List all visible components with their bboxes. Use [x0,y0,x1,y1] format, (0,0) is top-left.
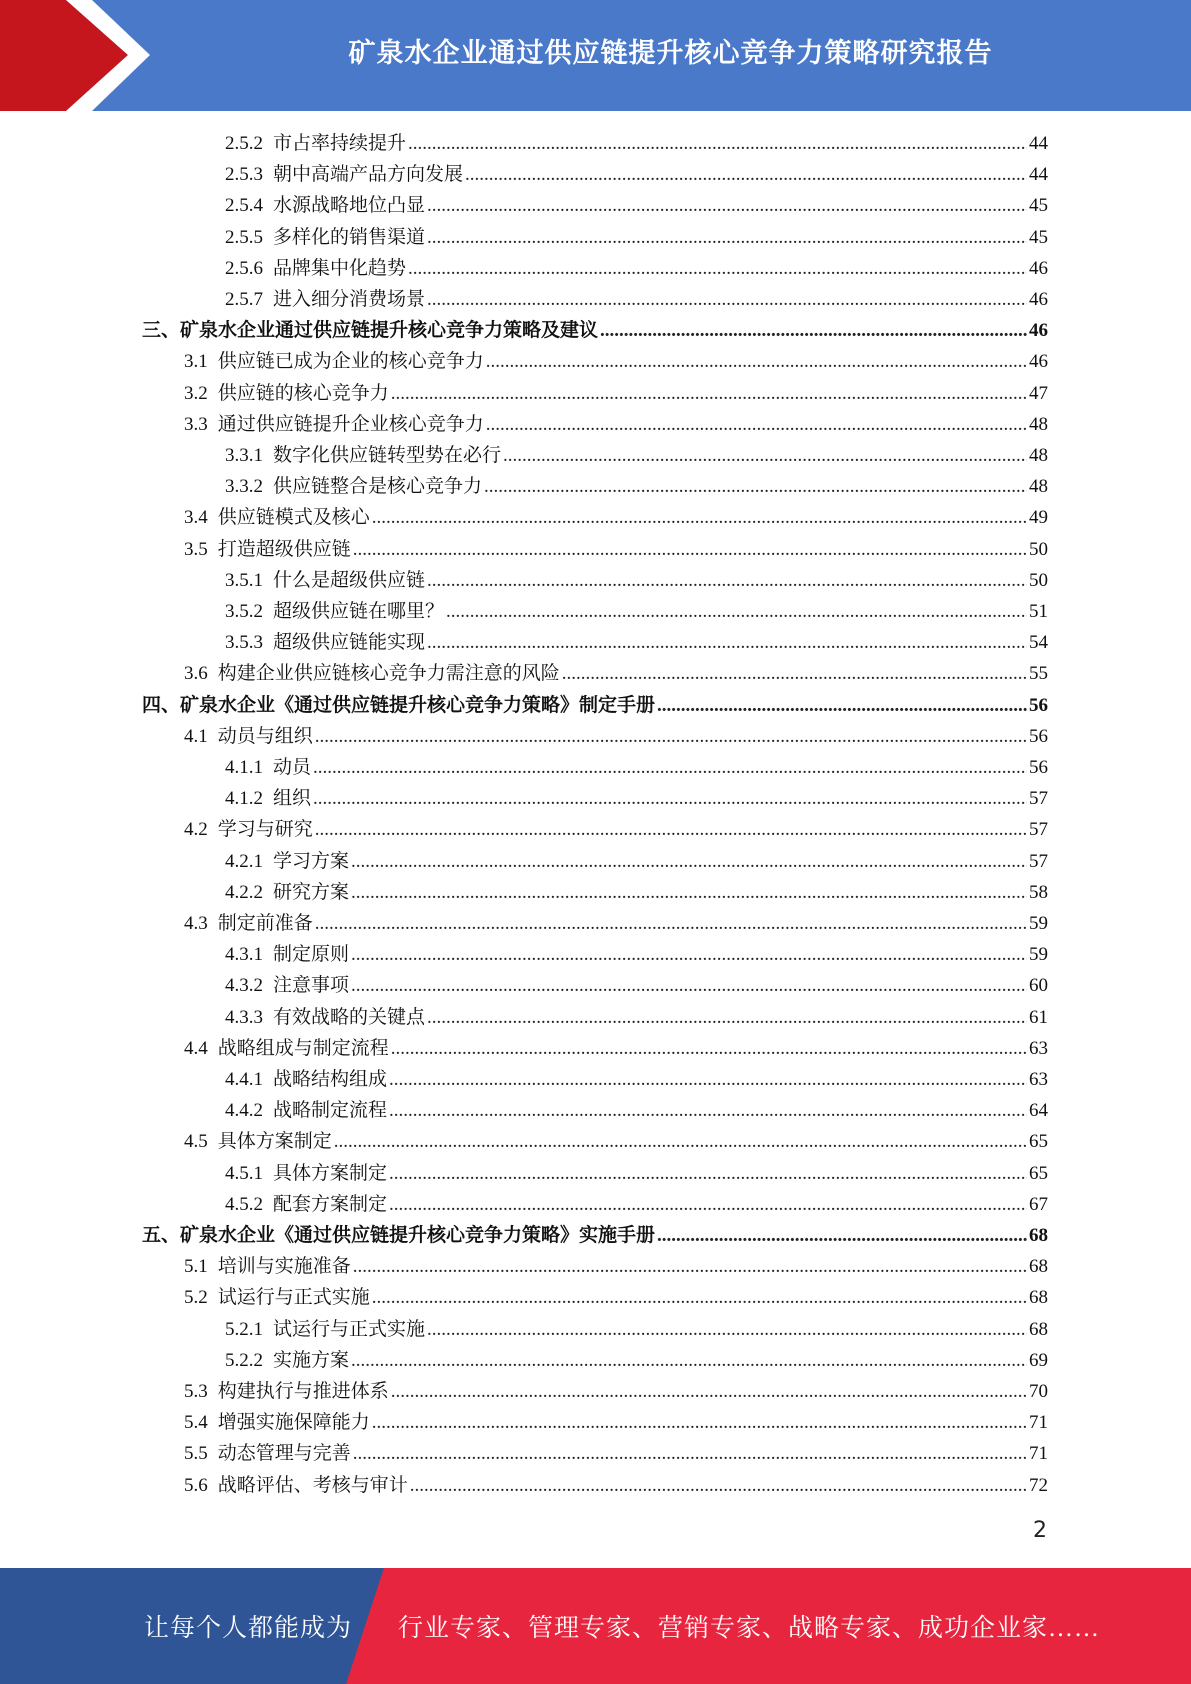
toc-entry-page: 46 [1029,257,1048,279]
toc-dot-leader [657,1220,1027,1251]
toc-entry-page: 44 [1029,164,1048,186]
toc-dot-leader [410,1470,1027,1501]
toc-entry-title: 制定前准备 [217,913,313,934]
toc-dot-leader [427,190,1027,221]
toc-entry-number: 2.5.6 [225,257,263,279]
toc-entry-page: 60 [1029,975,1048,997]
toc-entry-number: 五、 [142,1225,181,1246]
toc-entry-page: 64 [1029,1100,1048,1122]
toc-entry-title: 试运行与正式实施 [273,1318,426,1340]
toc-entry-title: 朝中高端产品方向发展 [273,164,464,186]
toc-dot-leader [351,1345,1027,1376]
toc-entry-number: 4.5 [184,1131,208,1153]
toc-entry-title: 研究方案 [273,881,350,903]
toc-dot-leader [315,721,1027,752]
toc-entry-number: 4.5.1 [225,1162,263,1184]
toc-entry-number: 2.5.3 [225,164,263,186]
toc-entry-number: 4.5.2 [225,1193,263,1215]
toc-entry-page: 61 [1029,1006,1048,1028]
toc-entry-number: 5.5 [184,1443,208,1465]
toc-entry-title: 战略组成与制定流程 [217,1037,389,1059]
toc-entry-page: 68 [1029,1256,1048,1278]
toc-entry-title: 具体方案制定 [273,1162,388,1184]
footer-slogan-right: 行业专家、管理专家、营销专家、战略专家、成功企业家…… [398,1615,1101,1642]
toc-entry[interactable] [142,315,1048,346]
toc-entry-title: 供应链已成为企业的核心竞争力 [217,351,484,373]
toc-entry[interactable] [184,721,1048,752]
toc-entry-title: 供应链的核心竞争力 [217,382,389,404]
toc-entry-number: 3.5.2 [225,601,263,622]
toc-dot-leader [372,1407,1027,1438]
toc-entry-number: 5.1 [184,1256,208,1278]
toc-entry[interactable] [184,1251,1048,1282]
toc-entry-title: 进入细分消费场景 [273,289,426,310]
toc-entry-page: 48 [1029,476,1048,498]
toc-entry-number: 4.4.1 [225,1069,263,1090]
toc-dot-leader [484,471,1027,502]
toc-entry[interactable] [225,253,1048,284]
toc-entry[interactable] [225,190,1048,221]
toc-entry-title: 矿泉水企业《通过供应链提升核心竞争力策略》实施手册 [180,1225,656,1246]
footer-slogan-left: 让每个人都能成为 [144,1615,353,1642]
toc-entry-title: 矿泉水企业通过供应链提升核心竞争力策略及建议 [180,320,599,342]
page-header [0,0,1191,111]
toc-dot-leader [391,378,1027,409]
toc-entry-title: 有效战略的关键点 [273,1006,426,1028]
toc-entry-page: 49 [1029,507,1048,529]
toc-entry-title: 超级供应链在哪里？ [273,601,445,622]
toc-entry-title: 组织 [273,788,312,810]
toc-dot-leader [408,253,1027,284]
toc-entry-number: 4.4.2 [225,1100,263,1122]
toc-dot-leader [427,627,1027,658]
toc-entry-title: 学习与研究 [217,819,313,841]
toc-entry-title: 超级供应链能实现 [273,632,426,654]
toc-entry[interactable] [184,1282,1048,1313]
toc-entry-title: 多样化的销售渠道 [273,226,426,248]
toc-entry-page: 45 [1029,195,1048,217]
toc-entry-title: 配套方案制定 [273,1193,388,1215]
toc-entry-title: 增强实施保障能力 [217,1412,370,1434]
toc-entry[interactable] [225,284,1048,315]
toc-dot-leader [391,1376,1027,1407]
toc-dot-leader [408,128,1027,159]
toc-entry-title: 制定原则 [273,944,350,966]
toc-entry-page: 48 [1029,413,1048,435]
toc-dot-leader [465,159,1027,190]
toc-entry-page: 56 [1029,757,1048,778]
toc-entry[interactable] [184,908,1048,939]
toc-entry[interactable] [142,690,1048,721]
toc-entry[interactable] [184,409,1048,440]
toc-entry-title: 通过供应链提升企业核心竞争力 [217,413,484,435]
toc-entry-page: 54 [1029,632,1048,654]
toc-entry-title: 动态管理与完善 [217,1443,351,1465]
toc-entry[interactable] [225,565,1048,596]
toc-entry-number: 5.6 [184,1474,208,1496]
toc-dot-leader [353,1251,1027,1282]
toc-entry-number: 4.2 [184,819,208,841]
toc-entry-number: 4.3.3 [225,1006,263,1028]
toc-entry-page: 57 [1029,819,1048,841]
toc-dot-leader [353,534,1027,565]
toc-dot-leader [600,315,1027,346]
toc-entry[interactable] [225,159,1048,190]
toc-entry-page: 59 [1029,944,1048,966]
toc-entry-page: 48 [1029,445,1048,466]
toc-entry-number: 4.1 [184,725,208,747]
toc-entry-number: 4.1.2 [225,788,263,810]
toc-entry-title: 具体方案制定 [217,1131,332,1153]
toc-entry[interactable] [225,627,1048,658]
toc-dot-leader [486,346,1027,377]
toc-entry-title: 试运行与正式实施 [217,1287,370,1309]
toc-entry-number: 2.5.5 [225,226,263,248]
toc-entry[interactable] [184,502,1048,533]
toc-entry-number: 3.5.1 [225,569,263,591]
toc-entry-number: 3.2 [184,382,208,404]
toc-dot-leader [351,970,1027,1001]
toc-entry[interactable] [184,534,1048,565]
toc-dot-leader [389,1158,1027,1189]
toc-entry-page: 63 [1029,1069,1048,1090]
toc-entry-page: 72 [1029,1474,1048,1496]
toc-entry-title: 战略制定流程 [273,1100,388,1122]
toc-entry-page: 71 [1029,1443,1048,1465]
toc-entry-page: 56 [1029,694,1048,716]
toc-entry-page: 67 [1029,1193,1048,1215]
toc-entry-title: 供应链模式及核心 [217,507,370,529]
toc-entry-number: 5.2 [184,1287,208,1309]
toc-dot-leader [351,939,1027,970]
toc-dot-leader [372,1282,1027,1313]
toc-entry-title: 注意事项 [273,975,350,997]
toc-entry[interactable] [225,440,1048,471]
toc-entry-number: 4.2.2 [225,881,263,903]
toc-entry[interactable] [225,596,1048,627]
toc-entry-page: 59 [1029,913,1048,934]
toc-entry[interactable] [225,1064,1048,1095]
toc-entry-number: 3.6 [184,663,208,685]
toc-entry[interactable] [225,1158,1048,1189]
toc-entry[interactable] [225,1189,1048,1220]
toc-entry-number: 5.2.2 [225,1349,263,1371]
toc-entry-page: 50 [1029,569,1048,591]
toc-dot-leader [391,1033,1027,1064]
toc-entry-title: 动员与组织 [217,725,313,747]
toc-entry-page: 69 [1029,1349,1048,1371]
toc-dot-leader [427,1314,1027,1345]
toc-entry-title: 水源战略地位凸显 [273,195,426,217]
page-number: 2 [1033,1518,1047,1543]
toc-entry[interactable] [225,222,1048,253]
toc-entry[interactable] [225,128,1048,159]
toc-entry-number: 3.1 [184,351,208,373]
toc-dot-leader [351,877,1027,908]
report-title: 矿泉水企业通过供应链提升核心竞争力策略研究报告 [348,37,993,69]
toc-entry-page: 65 [1029,1131,1048,1153]
toc-entry-title: 数字化供应链转型势在必行 [273,445,502,466]
toc-entry-title: 学习方案 [273,850,350,872]
toc-entry-number: 4.4 [184,1037,208,1059]
toc-entry-title: 什么是超级供应链 [273,569,426,591]
toc-dot-leader [313,752,1027,783]
toc-entry-number: 三、 [142,320,181,342]
toc-dot-leader [427,1002,1027,1033]
toc-entry-page: 68 [1029,1287,1048,1309]
toc-entry[interactable] [225,877,1048,908]
toc-dot-leader [389,1189,1027,1220]
toc-entry-number: 2.5.7 [225,289,263,310]
toc-entry[interactable] [225,1314,1048,1345]
toc-entry-page: 71 [1029,1412,1048,1434]
toc-dot-leader [315,908,1027,939]
toc-entry-number: 5.4 [184,1412,208,1434]
toc-entry-page: 65 [1029,1162,1048,1184]
toc-entry-title: 矿泉水企业《通过供应链提升核心竞争力策略》制定手册 [180,694,656,716]
toc-dot-leader [313,783,1027,814]
toc-entry[interactable] [184,346,1048,377]
toc-entry-title: 市占率持续提升 [273,133,407,154]
toc-entry-page: 55 [1029,663,1048,685]
toc-entry[interactable] [225,471,1048,502]
toc-entry[interactable] [184,658,1048,689]
toc-entry-number: 5.3 [184,1381,208,1402]
toc-entry-title: 品牌集中化趋势 [273,257,407,279]
toc-entry-title: 实施方案 [273,1349,350,1371]
toc-dot-leader [657,690,1027,721]
toc-entry-title: 战略结构组成 [273,1069,388,1090]
toc-entry-number: 4.1.1 [225,757,263,778]
toc-entry-number: 5.2.1 [225,1318,263,1340]
toc-entry[interactable] [184,1470,1048,1501]
toc-entry[interactable] [225,1095,1048,1126]
toc-entry[interactable] [184,1033,1048,1064]
toc-entry-number: 3.3.2 [225,476,263,498]
toc-entry-number: 4.3.2 [225,975,263,997]
toc-entry-title: 构建执行与推进体系 [217,1381,389,1402]
toc-entry-page: 57 [1029,850,1048,872]
toc-entry-number: 4.3 [184,913,208,934]
toc-dot-leader [486,409,1027,440]
toc-entry-page: 70 [1029,1381,1048,1402]
toc-dot-leader [503,440,1027,471]
toc-entry-title: 供应链整合是核心竞争力 [273,476,483,498]
toc-entry-number: 3.3.1 [225,445,263,466]
toc-entry-page: 45 [1029,226,1048,248]
toc-entry-number: 4.2.1 [225,850,263,872]
toc-entry-title: 打造超级供应链 [217,538,351,560]
toc-dot-leader [334,1126,1027,1157]
toc-entry-number: 4.3.1 [225,944,263,966]
toc-entry[interactable] [184,1407,1048,1438]
toc-entry-page: 68 [1029,1225,1048,1246]
toc-entry[interactable] [225,1002,1048,1033]
toc-entry-title: 动员 [273,757,312,778]
toc-entry[interactable] [225,752,1048,783]
toc-dot-leader [389,1095,1027,1126]
toc-entry-title: 培训与实施准备 [217,1256,351,1278]
toc-dot-leader [372,502,1027,533]
toc-dot-leader [351,846,1027,877]
toc-entry-page: 46 [1029,320,1048,342]
toc-entry[interactable] [184,378,1048,409]
toc-dot-leader [389,1064,1027,1095]
toc-entry-number: 3.5 [184,538,208,560]
toc-entry[interactable] [225,1345,1048,1376]
toc-entry-number: 3.3 [184,413,208,435]
toc-dot-leader [427,565,1027,596]
toc-entry[interactable] [225,783,1048,814]
toc-entry-page: 57 [1029,788,1048,810]
toc-entry-page: 50 [1029,538,1048,560]
toc-dot-leader [427,284,1027,315]
toc-entry[interactable] [184,814,1048,845]
toc-entry-number: 四、 [142,694,181,716]
toc-entry[interactable] [184,1438,1048,1469]
toc-entry-page: 63 [1029,1037,1048,1059]
toc-entry-page: 44 [1029,133,1048,154]
toc-dot-leader [446,596,1027,627]
toc-entry-page: 58 [1029,881,1048,903]
toc-entry-page: 56 [1029,725,1048,747]
page-footer [0,1568,1191,1684]
toc-entry[interactable] [225,846,1048,877]
toc-entry-page: 47 [1029,382,1048,404]
toc-entry-number: 2.5.4 [225,195,263,217]
toc-entry-page: 68 [1029,1318,1048,1340]
toc-entry-number: 2.5.2 [225,133,263,154]
toc-entry[interactable] [184,1126,1048,1157]
toc-entry[interactable] [184,1376,1048,1407]
toc-entry[interactable] [142,1220,1048,1251]
toc-entry-title: 战略评估、考核与审计 [217,1474,408,1496]
toc-entry-number: 3.4 [184,507,208,529]
toc-dot-leader [562,658,1027,689]
toc-entry[interactable] [225,970,1048,1001]
toc-entry[interactable] [225,939,1048,970]
toc-entry-page: 46 [1029,351,1048,373]
toc-entry-number: 3.5.3 [225,632,263,654]
toc-entry-title: 构建企业供应链核心竞争力需注意的风险 [217,663,560,685]
toc-dot-leader [315,814,1027,845]
toc-entry-page: 51 [1029,601,1048,622]
toc-entry-page: 46 [1029,289,1048,310]
toc-dot-leader [427,222,1027,253]
toc-dot-leader [353,1438,1027,1469]
